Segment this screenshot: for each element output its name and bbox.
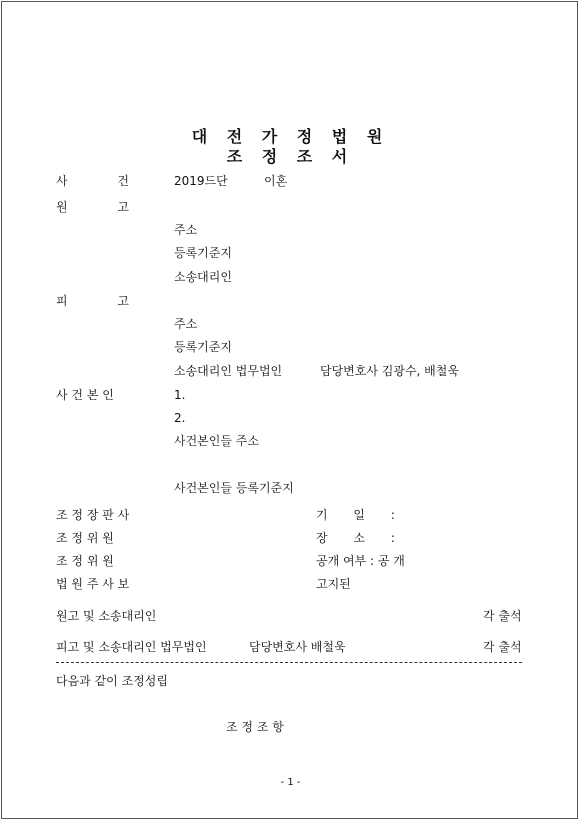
court-name: 대 전 가 정 법 원 (191, 127, 390, 146)
date-label: 기 일 : (316, 508, 395, 522)
principals-registry-label: 사건본인들 등록기준지 (174, 481, 294, 495)
defendant-attorneys: 담당변호사 김광수, 배철욱 (320, 364, 459, 378)
section-title: 조 정 조 항 (226, 720, 284, 734)
public-status-label: 공개 여부 : 공 개 (316, 554, 405, 568)
clerk-label: 법 원 주 사 보 (56, 577, 130, 591)
defendant-label: 피 고 (56, 294, 129, 308)
notified-label: 고지된 (316, 577, 351, 591)
plaintiff-label: 원 고 (56, 200, 129, 214)
defendant-registry-label: 등록기준지 (174, 340, 232, 354)
principal-item-1: 1. (174, 388, 186, 402)
principals-address-label: 사건본인들 주소 (174, 434, 259, 448)
dashed-divider (56, 662, 522, 663)
mediator-label-2: 조 정 위 원 (56, 554, 114, 568)
plaintiff-agent-label: 소송대리인 (174, 270, 232, 284)
defendant-agent-label: 소송대리인 법무법인 (174, 364, 283, 378)
plaintiff-registry-label: 등록기준지 (174, 246, 232, 260)
case-label: 사 건 (56, 174, 129, 188)
plaintiff-address-label: 주소 (174, 223, 198, 237)
mediation-statement: 다음과 같이 조정성립 (56, 674, 168, 688)
principals-label: 사 건 본 인 (56, 388, 114, 402)
case-type: 이혼 (264, 174, 288, 188)
case-number: 2019드단 (174, 174, 228, 188)
defendant-attendance: 피고 및 소송대리인 법무법인 (56, 640, 207, 654)
defendant-attendance-attorney: 담당변호사 배철욱 (249, 640, 346, 654)
document-title: 조 정 조 서 (226, 147, 355, 166)
plaintiff-attendance-status: 각 출석 (483, 609, 522, 623)
defendant-attendance-status: 각 출석 (483, 640, 522, 654)
plaintiff-attendance: 원고 및 소송대리인 (56, 609, 157, 623)
page-number: - 1 - (280, 777, 301, 788)
principal-item-2: 2. (174, 411, 186, 425)
place-label: 장 소 : (316, 531, 395, 545)
defendant-address-label: 주소 (174, 317, 198, 331)
chief-mediator-label: 조 정 장 판 사 (56, 508, 130, 522)
mediator-label-1: 조 정 위 원 (56, 531, 114, 545)
